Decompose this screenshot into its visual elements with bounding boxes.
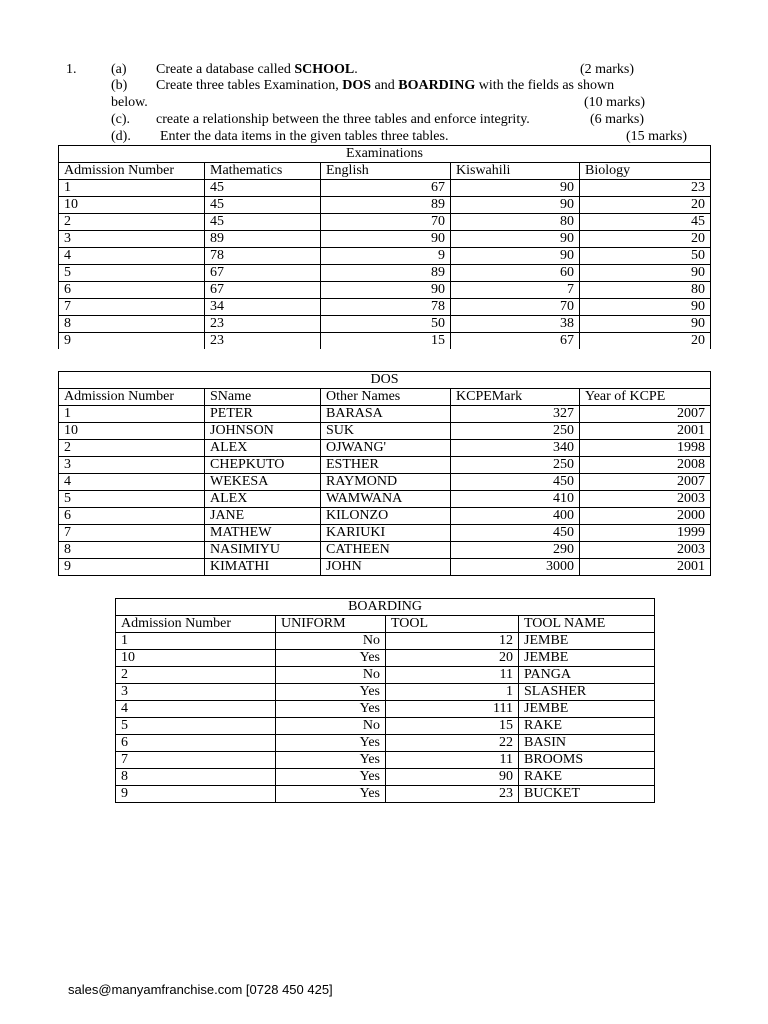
- table-cell: 2007: [580, 474, 711, 491]
- table-row: [59, 333, 711, 350]
- table-cell: 2008: [580, 457, 711, 474]
- column-header: Admission Number: [116, 616, 276, 633]
- table-row: [59, 180, 711, 197]
- column-header: Other Names: [321, 389, 451, 406]
- table-cell: 20: [580, 231, 711, 248]
- table-row: [116, 633, 655, 650]
- table-cell: ESTHER: [321, 457, 451, 474]
- column-header: UNIFORM: [276, 616, 386, 633]
- table-cell: 67: [321, 180, 451, 197]
- table-cell: 11: [386, 752, 519, 769]
- table-cell: Yes: [276, 701, 386, 718]
- table-cell: 2: [116, 667, 276, 684]
- table-cell: Yes: [276, 684, 386, 701]
- column-header: Admission Number: [59, 163, 205, 180]
- table-cell: 78: [205, 248, 321, 265]
- table-row: [59, 299, 711, 316]
- table-cell: CATHEEN: [321, 542, 451, 559]
- table-cell: 327: [451, 406, 580, 423]
- table-cell: 90: [580, 299, 711, 316]
- table-cell: Yes: [276, 650, 386, 667]
- table-cell: 89: [321, 265, 451, 282]
- database-name: SCHOOL: [294, 62, 355, 77]
- table-cell: 60: [451, 265, 580, 282]
- table-cell: 45: [205, 197, 321, 214]
- table-row: [116, 667, 655, 684]
- table-cell: 4: [59, 248, 205, 265]
- table-cell: 23: [205, 333, 321, 350]
- table-cell: 2: [59, 440, 205, 457]
- table-row: [59, 491, 711, 508]
- table-cell: 38: [451, 316, 580, 333]
- table-row: [59, 406, 711, 423]
- table-cell: 250: [451, 423, 580, 440]
- table-cell: No: [276, 667, 386, 684]
- table-cell: 2: [59, 214, 205, 231]
- dos-title: DOS: [59, 372, 711, 389]
- table-cell: 90: [321, 282, 451, 299]
- column-header: TOOL NAME: [519, 616, 655, 633]
- table-row: [116, 718, 655, 735]
- part-d-label: (d).: [111, 129, 131, 144]
- table-cell: BASIN: [519, 735, 655, 752]
- table-cell: JEMBE: [519, 650, 655, 667]
- table-cell: No: [276, 633, 386, 650]
- table-cell: 90: [451, 248, 580, 265]
- examinations-table: [58, 145, 711, 349]
- table-cell: 10: [59, 423, 205, 440]
- table-cell: 5: [59, 265, 205, 282]
- table-cell: KIMATHI: [205, 559, 321, 576]
- table-cell: JEMBE: [519, 701, 655, 718]
- examinations-title: Examinations: [59, 146, 711, 163]
- table-row: [59, 282, 711, 299]
- table-title-row: [59, 146, 711, 163]
- part-c-label: (c).: [111, 112, 131, 127]
- column-header: Mathematics: [205, 163, 321, 180]
- table-row: [59, 214, 711, 231]
- table-cell: 23: [205, 316, 321, 333]
- table-cell: Yes: [276, 786, 386, 803]
- table-cell: 90: [580, 265, 711, 282]
- table-cell: 34: [205, 299, 321, 316]
- table-cell: 50: [321, 316, 451, 333]
- part-c-text: create a relationship between the three tables and enforce integrity.: [156, 112, 530, 127]
- table-cell: 15: [386, 718, 519, 735]
- table-cell: 70: [321, 214, 451, 231]
- table-row: [59, 525, 711, 542]
- table-cell: 89: [205, 231, 321, 248]
- table-cell: 90: [386, 769, 519, 786]
- table-cell: 67: [451, 333, 580, 350]
- table-cell: 9: [116, 786, 276, 803]
- table-cell: 450: [451, 474, 580, 491]
- table-cell: 4: [116, 701, 276, 718]
- table-row: [59, 248, 711, 265]
- table-cell: 410: [451, 491, 580, 508]
- table-cell: 1998: [580, 440, 711, 457]
- table-cell: 1: [59, 406, 205, 423]
- table-cell: 78: [321, 299, 451, 316]
- table-cell: 12: [386, 633, 519, 650]
- table-cell: 2001: [580, 559, 711, 576]
- table-cell: 7: [451, 282, 580, 299]
- table-header-row: [116, 616, 655, 633]
- table-cell: 90: [451, 231, 580, 248]
- dos-table: [58, 371, 711, 576]
- table-cell: KILONZO: [321, 508, 451, 525]
- table-cell: 6: [59, 282, 205, 299]
- part-b-marks: (10 marks): [584, 95, 646, 110]
- table-cell: 90: [580, 316, 711, 333]
- part-b-text: Create three tables Examination, DOS and BOARDING with the fields as shown: [156, 78, 615, 93]
- table-cell: 2007: [580, 406, 711, 423]
- part-a-label: (a): [111, 62, 127, 77]
- table-row: [59, 457, 711, 474]
- table-cell: 8: [59, 316, 205, 333]
- table-cell: 10: [59, 197, 205, 214]
- table-cell: 50: [580, 248, 711, 265]
- table-cell: 7: [59, 299, 205, 316]
- table-row: [116, 735, 655, 752]
- table-cell: 1: [59, 180, 205, 197]
- table-cell: NASIMIYU: [205, 542, 321, 559]
- table-cell: 20: [386, 650, 519, 667]
- column-header: English: [321, 163, 451, 180]
- table-cell: 45: [205, 214, 321, 231]
- table-cell: 90: [451, 180, 580, 197]
- table-cell: 450: [451, 525, 580, 542]
- table-cell: 3: [59, 457, 205, 474]
- table-cell: Yes: [276, 769, 386, 786]
- table-cell: SLASHER: [519, 684, 655, 701]
- table-cell: MATHEW: [205, 525, 321, 542]
- question-number: 1.: [66, 62, 77, 77]
- table-header-row: [59, 163, 711, 180]
- table-cell: 2000: [580, 508, 711, 525]
- table-cell: 67: [205, 282, 321, 299]
- table-row: [59, 542, 711, 559]
- table-cell: No: [276, 718, 386, 735]
- table-cell: Yes: [276, 752, 386, 769]
- part-b-continuation: below.: [111, 95, 148, 110]
- table-cell: 45: [205, 180, 321, 197]
- table-cell: RAKE: [519, 718, 655, 735]
- boarding-table: [115, 598, 655, 803]
- table-cell: 23: [580, 180, 711, 197]
- part-a-marks: (2 marks): [580, 62, 635, 77]
- table-cell: JANE: [205, 508, 321, 525]
- table-cell: OJWANG': [321, 440, 451, 457]
- table-cell: 2003: [580, 542, 711, 559]
- table-cell: 5: [116, 718, 276, 735]
- table-cell: 8: [116, 769, 276, 786]
- table-cell: 89: [321, 197, 451, 214]
- part-d-marks: (15 marks): [626, 129, 688, 144]
- table-cell: 22: [386, 735, 519, 752]
- part-a-text: Create a database called SCHOOL.: [156, 62, 358, 77]
- table-cell: ALEX: [205, 491, 321, 508]
- table-cell: PANGA: [519, 667, 655, 684]
- table-cell: JEMBE: [519, 633, 655, 650]
- table-cell: 2001: [580, 423, 711, 440]
- table-cell: WAMWANA: [321, 491, 451, 508]
- table-header-row: [59, 389, 711, 406]
- table-title-row: [116, 599, 655, 616]
- table-cell: 23: [386, 786, 519, 803]
- table-row: [59, 508, 711, 525]
- table-cell: 20: [580, 197, 711, 214]
- table-cell: 4: [59, 474, 205, 491]
- table-row: [116, 684, 655, 701]
- table-row: [116, 769, 655, 786]
- table-cell: 9: [59, 333, 205, 350]
- column-header: SName: [205, 389, 321, 406]
- column-header: Year of KCPE: [580, 389, 711, 406]
- table-cell: 2003: [580, 491, 711, 508]
- table-row: [116, 701, 655, 718]
- table-cell: 8: [59, 542, 205, 559]
- table-row: [59, 440, 711, 457]
- table-row: [59, 231, 711, 248]
- table-cell: JOHN: [321, 559, 451, 576]
- table-cell: 10: [116, 650, 276, 667]
- table-cell: 3: [116, 684, 276, 701]
- table-row: [59, 559, 711, 576]
- table-cell: 290: [451, 542, 580, 559]
- table-cell: 9: [321, 248, 451, 265]
- column-header: TOOL: [386, 616, 519, 633]
- table-cell: 11: [386, 667, 519, 684]
- table-cell: 15: [321, 333, 451, 350]
- table-row: [59, 197, 711, 214]
- table-cell: PETER: [205, 406, 321, 423]
- table-cell: 80: [451, 214, 580, 231]
- table-cell: 7: [116, 752, 276, 769]
- part-d-text: Enter the data items in the given tables three tables.: [160, 129, 449, 144]
- table-row: [116, 650, 655, 667]
- table-cell: 9: [59, 559, 205, 576]
- table-cell: SUK: [321, 423, 451, 440]
- table-cell: ALEX: [205, 440, 321, 457]
- table-cell: RAKE: [519, 769, 655, 786]
- table-cell: Yes: [276, 735, 386, 752]
- table-cell: 20: [580, 333, 711, 350]
- table-cell: 7: [59, 525, 205, 542]
- table-cell: 45: [580, 214, 711, 231]
- table-row: [59, 474, 711, 491]
- table-cell: RAYMOND: [321, 474, 451, 491]
- table-cell: 6: [59, 508, 205, 525]
- table-cell: 3000: [451, 559, 580, 576]
- table-row: [116, 752, 655, 769]
- table-cell: 250: [451, 457, 580, 474]
- column-header: Kiswahili: [451, 163, 580, 180]
- table-cell: 1: [116, 633, 276, 650]
- table-cell: 3: [59, 231, 205, 248]
- table-cell: WEKESA: [205, 474, 321, 491]
- table-cell: 6: [116, 735, 276, 752]
- table-row: [59, 423, 711, 440]
- table-cell: BARASA: [321, 406, 451, 423]
- column-header: KCPEMark: [451, 389, 580, 406]
- table-cell: 90: [321, 231, 451, 248]
- table-cell: KARIUKI: [321, 525, 451, 542]
- table-row: [59, 316, 711, 333]
- table-cell: BROOMS: [519, 752, 655, 769]
- table-cell: 80: [580, 282, 711, 299]
- table-cell: 1: [386, 684, 519, 701]
- table-cell: 1999: [580, 525, 711, 542]
- table-cell: 340: [451, 440, 580, 457]
- column-header: Biology: [580, 163, 711, 180]
- table-cell: 5: [59, 491, 205, 508]
- column-header: Admission Number: [59, 389, 205, 406]
- table-row: [59, 265, 711, 282]
- part-c-marks: (6 marks): [590, 112, 645, 127]
- footer-contact: sales@manyamfranchise.com [0728 450 425]: [68, 982, 333, 997]
- table-cell: CHEPKUTO: [205, 457, 321, 474]
- table-row: [116, 786, 655, 803]
- table-cell: 400: [451, 508, 580, 525]
- table-cell: 67: [205, 265, 321, 282]
- table-cell: 70: [451, 299, 580, 316]
- table-cell: JOHNSON: [205, 423, 321, 440]
- table-cell: 90: [451, 197, 580, 214]
- part-b-label: (b): [111, 78, 128, 93]
- table-cell: BUCKET: [519, 786, 655, 803]
- table-cell: 111: [386, 701, 519, 718]
- table-title-row: [59, 372, 711, 389]
- boarding-title: BOARDING: [116, 599, 655, 616]
